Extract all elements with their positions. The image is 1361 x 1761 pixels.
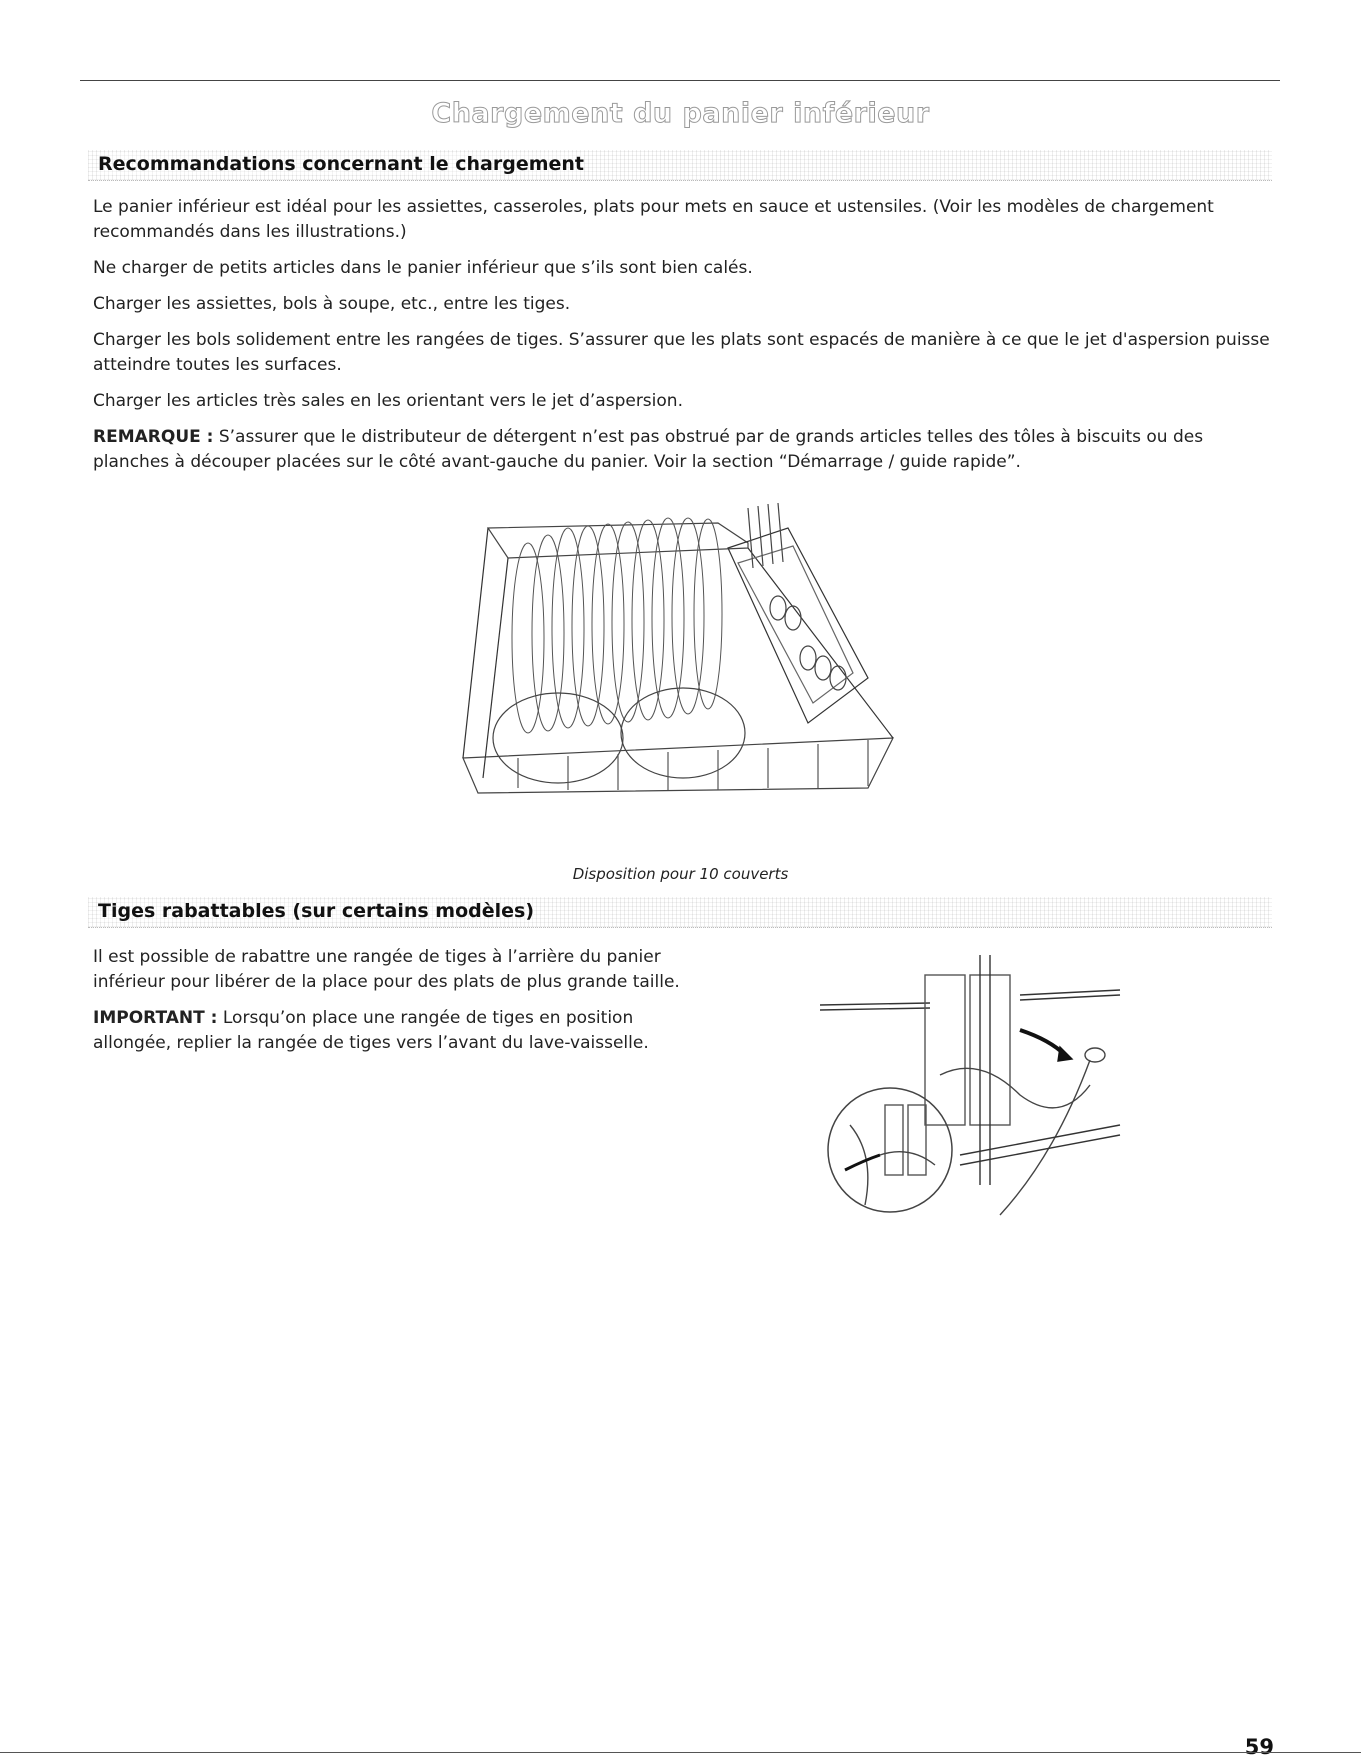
section-heading-bar bbox=[88, 150, 1272, 181]
loading-recommendations-text bbox=[93, 195, 1273, 486]
note-text: S’assurer que le distributeur de détergent n’est pas obstrué par de grands articles telles des tôles à biscuits ou des planches à découper placées sur le côté avant-gauche du panier. Voir la section “Démarrage / guide rapide”. bbox=[93, 427, 1204, 472]
fold-down-tines-text bbox=[93, 945, 693, 1067]
fold-down-tines-illustration bbox=[820, 955, 1140, 1225]
important-paragraph bbox=[93, 1006, 693, 1056]
paragraph: Charger les articles très sales en les orientant vers le jet d’aspersion. bbox=[93, 391, 683, 411]
note-paragraph bbox=[93, 425, 1273, 475]
bottom-rule bbox=[0, 1752, 1361, 1753]
section-heading-fold-down-tines: Tiges rabattables (sur certains modèles) bbox=[98, 900, 535, 922]
paragraph: Il est possible de rabattre une rangée de tiges à l’arrière du panier inférieur pour libérer de la place pour des plats de plus grande taille. bbox=[93, 947, 680, 992]
page-title: Chargement du panier inférieur bbox=[431, 98, 930, 129]
section-heading-bar bbox=[88, 897, 1272, 928]
figure-caption: Disposition pour 10 couverts bbox=[572, 865, 789, 883]
paragraph: Charger les bols solidement entre les rangées de tiges. S’assurer que les plats sont espacés de manière à ce que le jet d'aspersion puisse atteindre toutes les surfaces. bbox=[93, 330, 1270, 375]
important-text: Lorsqu’on place une rangée de tiges en position allongée, replier la rangée de tiges vers l’avant du lave-vaisselle. bbox=[93, 1008, 649, 1053]
note-label: REMARQUE : bbox=[93, 427, 214, 447]
top-rule bbox=[80, 80, 1280, 81]
paragraph: Le panier inférieur est idéal pour les assiettes, casseroles, plats pour mets en sauce et ustensiles. (Voir les modèles de chargement recommandés dans les illustrations.) bbox=[93, 197, 1214, 242]
important-label: IMPORTANT : bbox=[93, 1008, 218, 1028]
section-heading-loading: Recommandations concernant le chargement bbox=[98, 153, 585, 175]
lower-rack-illustration bbox=[448, 488, 918, 834]
page-number: 59 bbox=[1244, 1735, 1274, 1759]
paragraph: Ne charger de petits articles dans le panier inférieur que s’ils sont bien calés. bbox=[93, 258, 753, 278]
paragraph: Charger les assiettes, bols à soupe, etc., entre les tiges. bbox=[93, 294, 571, 314]
